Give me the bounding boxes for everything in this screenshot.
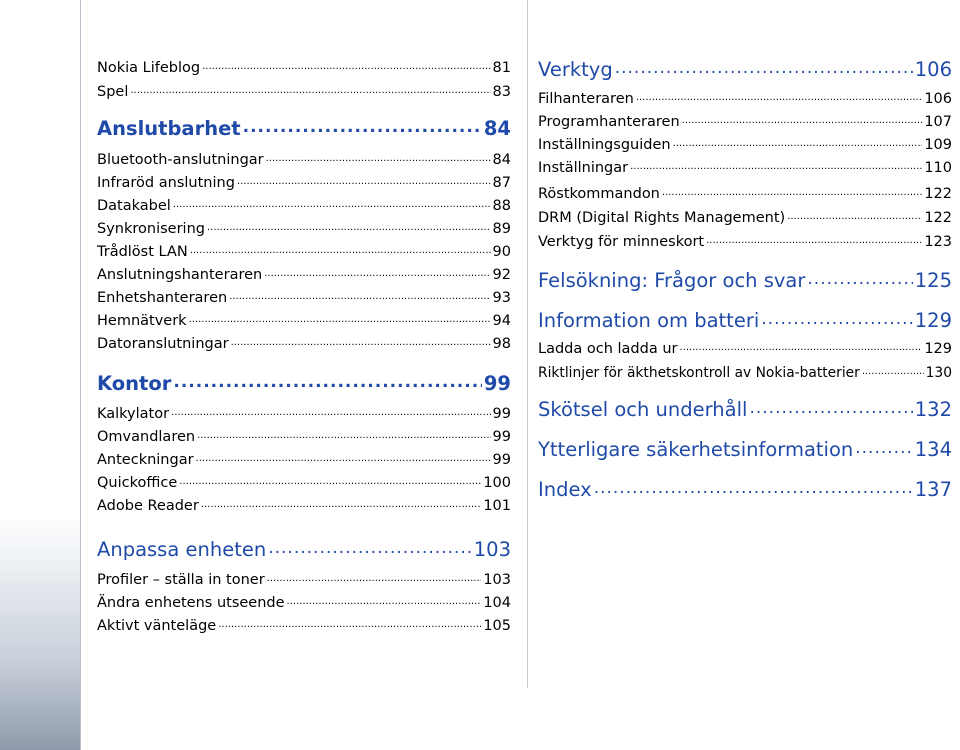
toc-entry[interactable]: Hemnätverk ..... 94	[97, 313, 511, 335]
toc-entry[interactable]: Programhanteraren ..... 107	[538, 114, 952, 136]
toc-section-heading[interactable]: Skötsel och underhåll ..... 132	[538, 398, 952, 426]
toc-entry[interactable]: Datakabel ..... 88	[97, 198, 511, 220]
toc-entry[interactable]: Anteckningar ..... 99	[97, 452, 511, 474]
toc-section-heading[interactable]: Anpassa enheten ..... 103	[97, 538, 511, 566]
toc-entry[interactable]: Omvandlaren ..... 99	[97, 429, 511, 451]
toc-entry[interactable]: Aktivt vänteläge ..... 105	[97, 618, 511, 640]
toc-entry[interactable]: Inställningsguiden ..... 109	[538, 137, 952, 159]
toc-entry[interactable]: Anslutningshanteraren ..... 92	[97, 267, 511, 289]
toc-entry[interactable]: Filhanteraren ..... 106	[538, 91, 952, 113]
toc-section-heading[interactable]: Index ..... 137	[538, 478, 952, 506]
toc-entry[interactable]: Bluetooth-anslutningar ..... 84	[97, 152, 511, 174]
toc-entry[interactable]: Ändra enhetens utseende ..... 104	[97, 595, 511, 617]
toc-entry[interactable]: Adobe Reader ..... 101	[97, 498, 511, 520]
toc-section-heading[interactable]: Kontor ..... 99	[97, 372, 511, 400]
toc-entry[interactable]: Spel ..... 83	[97, 84, 511, 106]
toc-entry[interactable]: Inställningar ..... 110	[538, 160, 952, 182]
toc-entry[interactable]: Nokia Lifeblog ..... 81	[97, 60, 511, 82]
toc-entry[interactable]: DRM (Digital Rights Management) ..... 122	[538, 210, 952, 232]
side-band	[0, 0, 80, 750]
toc-entry[interactable]: Röstkommandon ..... 122	[538, 186, 952, 208]
column-divider	[527, 0, 528, 688]
toc-entry[interactable]: Trådlöst LAN ..... 90	[97, 244, 511, 266]
toc-entry[interactable]: Quickoffice ..... 100	[97, 475, 511, 497]
toc-entry[interactable]: Enhetshanteraren ..... 93	[97, 290, 511, 312]
side-divider	[80, 0, 81, 750]
toc-entry[interactable]: Datoranslutningar ..... 98	[97, 336, 511, 358]
toc-section-heading[interactable]: Felsökning: Frågor och svar ..... 125	[538, 269, 952, 297]
toc-section-heading[interactable]: Information om batteri ..... 129	[538, 309, 952, 337]
toc-entry[interactable]: Synkronisering ..... 89	[97, 221, 511, 243]
toc-entry[interactable]: Profiler – ställa in toner ..... 103	[97, 572, 511, 594]
toc-section-heading[interactable]: Anslutbarhet ..... 84	[97, 117, 511, 145]
toc-entry[interactable]: Infraröd anslutning ..... 87	[97, 175, 511, 197]
toc-entry[interactable]: Riktlinjer för äkthetskontroll av Nokia-batterier ..... 130	[538, 365, 952, 387]
toc-entry[interactable]: Ladda och ladda ur ..... 129	[538, 341, 952, 363]
toc-section-heading[interactable]: Ytterligare säkerhetsinformation ..... 134	[538, 438, 952, 466]
toc-entry[interactable]: Kalkylator ..... 99	[97, 406, 511, 428]
toc-entry[interactable]: Verktyg för minneskort ..... 123	[538, 234, 952, 256]
toc-section-heading[interactable]: Verktyg ..... 106	[538, 58, 952, 86]
